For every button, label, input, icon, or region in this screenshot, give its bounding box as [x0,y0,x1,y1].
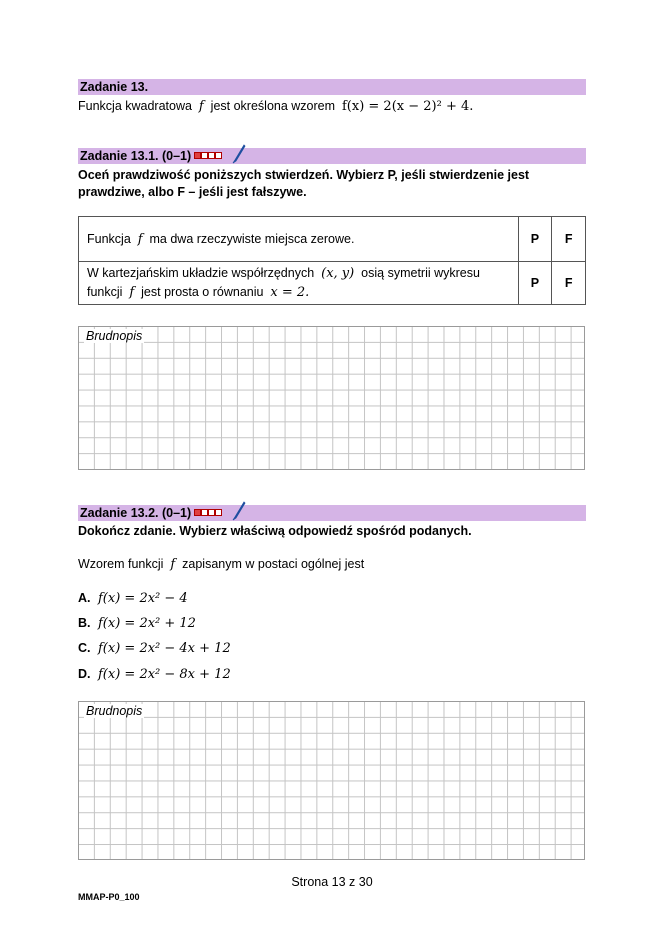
task13-intro [78,99,473,114]
statement-2 [79,262,519,305]
page-number: Strona 13 z 30 [291,875,373,889]
option-formula: f(x) = 2x² − 8x + 12 [98,667,231,682]
task13-1-header-bar [78,148,586,164]
function-symbol: f [198,99,204,114]
statement-text: osią symetrii wykresu [361,266,480,280]
task13-title: Zadanie 13. [80,80,149,94]
function-symbol: f [129,285,135,300]
option-letter: D. [78,667,91,681]
answer-option-a[interactable] [78,591,188,606]
scratch-grid-2[interactable] [78,701,585,860]
stem-text: zapisanym w postaci ogólnej jest [182,557,365,571]
coordinates-symbol: (x, y) [321,266,355,281]
option-formula: f(x) = 2x² − 4x + 12 [98,641,231,656]
exam-code: MMAP-P0_100 [78,892,140,902]
answer-option-d[interactable] [78,667,231,682]
statement-1 [79,217,519,262]
task13-2-header-bar [78,505,586,521]
scratch-label: Brudnopis [86,704,143,718]
instruction-line-1: Oceń prawdziwość poniższych stwierdzeń. Wybierz P, jeśli stwierdzenie jest [78,168,530,182]
answer-option-b[interactable] [78,616,196,631]
option-formula: f(x) = 2x² + 12 [98,616,196,631]
answer-p-1[interactable]: P [518,217,552,262]
statement-text: ma dwa rzeczywiste miejsca zerowe. [149,231,355,246]
option-letter: C. [78,641,91,655]
task13-header-bar [78,79,586,95]
instruction-line-2: prawdziwe, albo F – jeśli jest fałszywe. [78,185,307,199]
task13-1-instruction [78,167,588,201]
answer-option-c[interactable] [78,641,231,656]
task13-2-title: Zadanie 13.2. (0–1) [80,506,192,520]
table-row [79,262,586,305]
points-boxes-icon [194,509,230,517]
function-symbol: f [137,231,143,247]
table-row [79,217,586,262]
statement-line-2 [87,283,517,302]
points-boxes-icon [194,152,230,160]
task13-1-title: Zadanie 13.1. (0–1) [80,149,192,163]
function-formula: f(x) = 2(x − 2)² + 4. [341,99,474,114]
pen-icon [232,144,246,164]
scratch-grid-1[interactable] [78,326,585,470]
pen-icon [232,501,246,521]
answer-f-1[interactable]: F [552,217,586,262]
intro-text-2: jest określona wzorem [210,99,336,113]
scratch-label: Brudnopis [86,329,143,343]
answer-p-2[interactable]: P [518,262,552,305]
statement-text: jest prosta o równaniu [141,285,264,299]
intro-text: Funkcja kwadratowa [78,99,192,113]
answer-f-2[interactable]: F [552,262,586,305]
stem-text: Wzorem funkcji [78,557,164,571]
equation: x = 2. [270,285,310,300]
function-symbol: f [170,557,176,572]
option-letter: A. [78,591,91,605]
option-letter: B. [78,616,91,630]
task13-2-instruction: Dokończ zdanie. Wybierz właściwą odpowiedź spośród podanych. [78,524,472,538]
true-false-table [78,216,586,305]
task13-2-stem [78,557,364,572]
statement-line-1 [87,264,517,283]
statement-text: funkcji [87,285,123,299]
statement-text: Funkcja [87,231,131,246]
statement-text: W kartezjańskim układzie współrzędnych [87,266,315,280]
option-formula: f(x) = 2x² − 4 [98,591,188,606]
